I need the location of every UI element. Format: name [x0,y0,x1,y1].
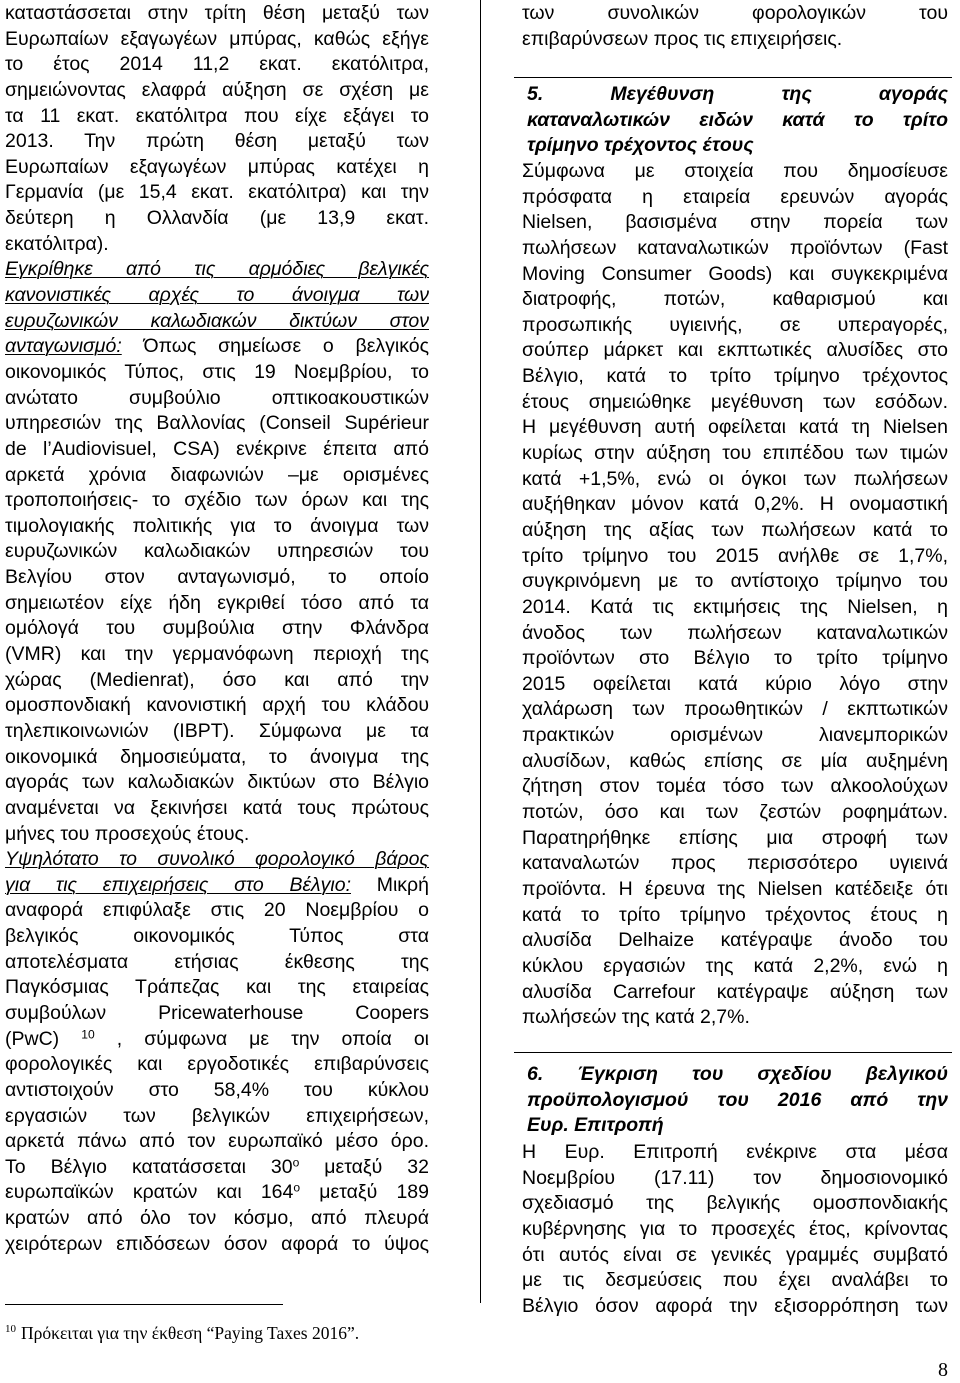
text-line: το έτος 2014 11,2 εκατ. εκατόλιτρα, [5,53,429,76]
text-line: σχεδιασμό της βελγικής ομοσπονδιακής [522,1192,948,1215]
text-line: ομόλογά του συμβούλια στην Φλάνδρα [5,617,429,640]
paragraph-continuation [522,1,948,52]
text-line [5,847,429,873]
text-line: σούπερ μάρκετ και εκπτωτικές αλυσίδες στο [522,339,948,362]
text-line: των συνολικών φορολογικών του [522,2,948,24]
text-line: αλυσίδων, καθώς επίσης σε μία αυξημένη [522,749,948,772]
text-line: 2013. Την πρώτη θέση μεταξύ των [5,130,429,153]
text-line: Σύμφωνα με στοιχεία που δημοσίευσε [522,160,948,182]
text-line: κρατών από όλο τον κόσμο, από πλευρά [5,1207,429,1230]
text-line: μήνες του προσεχούς έτους. [5,822,250,845]
column-divider [480,0,481,1303]
text-line: τηλεπικοινωνιών (IBPT). Σύμφωνα με τα [5,719,429,742]
text-line: κύκλου εργασιών της κατά 2,2%, ενώ η [522,954,948,977]
subheading-run: ανταγωνισμό: [5,335,122,358]
text-run: μεταξύ 32 [299,1155,429,1178]
section-6-body [522,1140,948,1319]
text-line: αρκετά πάνω από τον ευρωπαϊκό μέσο όρο. [5,1130,429,1153]
text-line: αύξηση της αξίας των πωλήσεων κατά το [522,518,948,541]
text-line: έτους σημειώθηκε μεγέθυνση των εσόδων. [522,390,948,413]
heading-line: καταναλωτικών ειδών κατά το τρίτο [527,108,948,131]
text-line: Γερμανία (με 15,4 εκατ. εκατόλιτρα) και την [5,181,429,204]
text-run: Το Βέλγιο κατατάσσεται 30 [5,1155,293,1178]
text-line [5,1027,429,1053]
text-line: επιβαρύνσεων προς τις επιχειρήσεις. [522,27,843,50]
text-line: ότι αυτός είναι σε γενικές γραμμές συμβατό [522,1243,948,1266]
text-line: Ευρωπαίων εξαγωγέων μπύρας, καθώς εξήγε [5,27,429,50]
text-line: ανώτατο συμβούλιο οπτικοακουστικών [5,386,429,409]
text-run: ευρωπαϊκών κρατών και 164 [5,1181,294,1204]
text-line: χαλάρωση των προωθητικών / εκπτωτικών [522,698,948,721]
text-line: κυρίως στην αύξηση του επιπέδου των τιμών [522,442,948,465]
text-line: άνοδος των πωλήσεων καταναλωτικών [522,621,948,644]
text-line: τρίτο τρίμηνο του 2015 ανήλθε σε 1,7%, [522,544,948,567]
text-line: αναφορά επιφύλαξε στις 20 Νοεμβρίου ο [5,899,429,922]
text-line: Βελγίου στον ανταγωνισμό, το οποίο [5,566,429,589]
heading-line: 6. Έγκριση του σχεδίου βελγικού [527,1063,948,1085]
text-line: Βέλγιο όσον αφορά την εξισορρόπηση των [522,1294,948,1317]
text-line: οικονομικός Τύπος, στις 19 Νοεμβρίου, το [5,360,429,383]
footnote-separator [5,1304,283,1305]
text-line: ζήτηση στον τομέα τόσο των αλκοολούχων [522,775,948,798]
text-run: Μικρή [351,873,429,896]
text-line: χειρότερων επιδόσεων όσον αφορά το ύψος [5,1232,429,1255]
text-line: πωλήσεων καταναλωτικών προϊόντων (Fast [522,236,948,259]
subheading-run: για τις επιχειρήσεις στο Βέλγιο: [5,873,351,896]
text-line: σημειωτέον είχε ήδη εγκριθεί τόσο από τα [5,591,429,614]
text-line: πωλήσεών της κατά 2,7%. [522,1006,750,1029]
text-line: ευρυζωνικών καλωδιακών υπηρεσιών του [5,540,429,563]
text-line: δεύτερη η Ολλανδία (με 13,9 εκατ. [5,207,429,230]
subheading-run: κανονιστικές αρχές το άνοιγμα των [5,284,429,307]
text-line: (VMR) και την γερμανόφωνη περιοχή της [5,643,429,666]
text-line: 2015 οφείλεται κατά κύριο λόγο στην [522,672,948,695]
text-line: Moving Consumer Goods) και συγκεκριμένα [522,262,948,285]
subheading-run: Εγκρίθηκε από τις αρμόδιες βελγικές [5,258,429,281]
text-line: καταστάσσεται στην τρίτη θέση μεταξύ των [5,2,429,24]
text-line: τροποποιήσεις- το σχέδιο των όρων και της [5,489,429,512]
text-line [5,873,429,899]
text-line: σημειώνοντας ελαφρά αύξηση σε σχέση με [5,78,429,101]
text-line: καταναλωτών προς περισσότερο υγιεινά [522,852,948,875]
text-line: προϊόντων στο Βέλγιο το τρίτο τρίμηνο [522,647,948,670]
text-line: πρακτικών ορισμένων λιανεμπορικών [522,724,948,747]
section-5-body [522,159,948,1031]
section-6-heading [527,1062,948,1139]
text-line: Nielsen, βασισμένα στην πορεία των [522,211,948,234]
text-line [5,309,429,335]
text-run: μεταξύ 189 [300,1181,430,1204]
footnote-reference: 10 [81,1026,95,1041]
footnote-reference: ο [292,1155,300,1170]
subheading-run: ευρυζωνικών καλωδιακών δικτύων στον [5,309,429,332]
text-line [5,257,429,283]
text-line: αντιστοιχούν στο 58,4% του κύκλου [5,1078,429,1101]
text-run: (PwC) [5,1027,82,1050]
text-line: βελγικός οικονομικός Τύπος στα [5,925,429,948]
section-6-rule [514,1052,952,1053]
text-line: φορολογικές και εργοδοτικές επιβαρύνσεις [5,1053,429,1076]
paragraph-beer-exports [5,1,429,257]
text-line: εκατόλιτρα). [5,232,109,255]
footnote-text: Πρόκειται για την έκθεση “Paying Taxes 2016”. [21,1323,360,1343]
text-line [5,334,429,360]
text-line: εργασιών των βελγικών επιχειρήσεων, [5,1104,429,1127]
text-line: ποτών, όσο και των ζεστών ροφημάτων. [522,801,948,824]
text-line: συγκρινόμενη με το αντίστοιχο τρίμηνο του [522,570,948,593]
text-line: αγοράς των καλωδιακών δικτύων στο Βέλγιο [5,771,429,794]
text-line: 2014. Κατά τις εκτιμήσεις της Nielsen, η [522,595,948,618]
text-line: κυβέρνησης για το προσεχές έτος, κρίνοντας [522,1217,948,1240]
text-line: de l’Audiovisuel, CSA) ενέκρινε έπειτα από [5,437,429,460]
text-line: Η Ευρ. Επιτροπή ενέκρινε στα μέσα [522,1141,948,1163]
text-line: Νοεμβρίου (17.11) τον δημοσιονομικό [522,1166,948,1189]
text-line: με τις δεσμεύσεις που έχει αναλάβει το [522,1269,948,1292]
text-line [5,1155,429,1181]
text-line: Παγκόσμιας Τράπεζας και της εταιρείας [5,976,429,999]
text-line: προϊόντα. Η έρευνα της Nielsen κατέδειξε ότι [522,877,948,900]
text-line: Βέλγιο, κατά το τρίτο τρίμηνο τρέχοντος [522,365,948,388]
text-line: αποτελέσματα ετήσιας έκθεσης της [5,950,429,973]
heading-line: τρίμηνο τρέχοντος έτους [527,134,754,157]
heading-line: Ευρ. Επιτροπή [527,1114,664,1137]
paragraph-tax-burden [5,847,429,1257]
text-line: χώρας (Medienrat), όσο και από την [5,668,429,691]
text-line: προσωπικής υγιεινής, σε υπεραγορές, [522,313,948,336]
text-line: αρκετά χρόνια διαφωνιών –με ορισμένες [5,463,429,486]
heading-line: 5. Μεγέθυνση της αγοράς [527,83,948,105]
footnote-reference: ο [293,1180,301,1195]
text-line: κατά το τρίτο τρίμηνο τρέχοντος έτους η [522,903,948,926]
section-5-heading [527,82,948,159]
text-line: αλυσίδα Carrefour κατέγραψε αύξηση των [522,980,948,1003]
paragraph-broadband-cable-opening [5,257,429,847]
text-line: Ευρωπαίων εξαγωγέων μπύρας κατέχει η [5,155,429,178]
text-run: Όπως σημείωσε ο βελγικός [121,335,429,358]
text-run: , σύμφωνα με την οποία οι [94,1027,430,1050]
footnote [5,1322,359,1344]
text-line: πρόσφατα η εταιρεία ερευνών αγοράς [522,185,948,208]
text-line: τα 11 εκατ. εκατόλιτρα που είχε εξάγει το [5,104,429,127]
text-line [5,283,429,309]
text-line: υπηρεσιών της Βαλλονίας (Conseil Supérieur [5,412,429,435]
text-line: Παρατηρήθηκε επίσης μια στροφή των [522,826,948,849]
text-line: αλυσίδα Delhaize κατέγραψε άνοδο του [522,929,948,952]
text-line: διατροφής, ποτών, καθαρισμού και [522,288,948,311]
left-column [5,1,429,1257]
text-line: οικονομικά δημοσιεύματα, το άνοιγμα της [5,745,429,768]
text-line: ομοσπονδιακή κανονιστική αρχή του κλάδου [5,694,429,717]
text-line: αναμένεται να ξεκινήσει κατά τους πρώτους [5,796,429,819]
text-line [5,1180,429,1206]
text-line: Η μεγέθυνση αυτή οφείλεται κατά τη Nielsen [522,416,948,439]
subheading-run: Υψηλότατο το συνολικό φορολογικό βάρος [5,848,429,871]
page-number: 8 [938,1359,948,1381]
footnote-number: 10 [5,1323,16,1335]
section-5-rule [514,77,952,78]
heading-line: προϋπολογισμού του 2016 από την [527,1088,948,1111]
text-line: συμβούλων Pricewaterhouse Coopers [5,1001,429,1024]
text-line: τιμολογιακής πολιτικής για το άνοιγμα των [5,514,429,537]
text-line: κατά +1,5%, ενώ οι όγκοι των πωλήσεων [522,467,948,490]
text-line: αυξήθηκαν μόνον κατά 0,2%. Η ονομαστική [522,493,948,516]
